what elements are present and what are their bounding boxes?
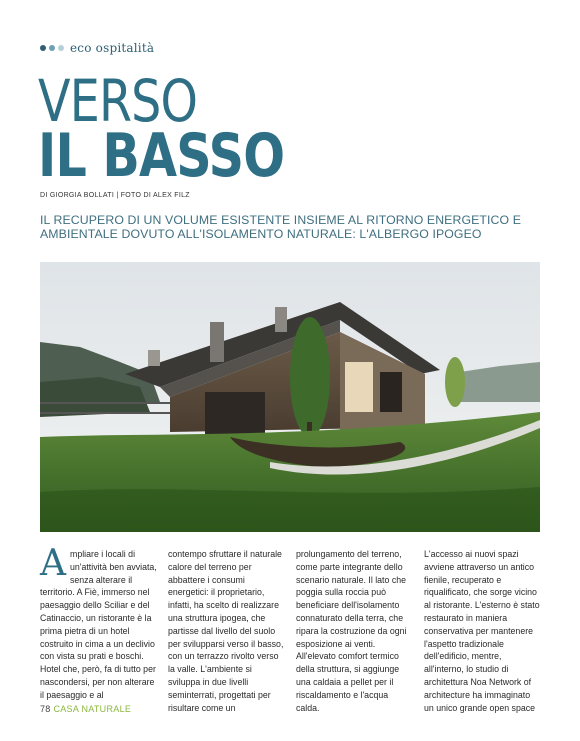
chalet-landscape-image [40,262,540,532]
page-footer [40,704,131,714]
column-1 [40,543,158,702]
column-1-text: mpliare i locali di un'attività ben avviata, senza alterare il territorio. A Fiè, immerso nel paesaggio dello Sciliar e del Catinaccio, un ristorante è la prima pietra di un hotel costruito in cima a un declivio con vista su prati e boschi. Hotel che, però, fa di tutto per nascondersi, per non alterare il paesaggio e al [40,549,157,700]
byline: DI GIORGIA BOLLATI | FOTO DI ALEX FILZ [40,192,190,199]
column-2-text: contempo sfruttare il naturale calore del terreno per abbattere i consumi energetici: il proprietario, infatti, ha scelto di realizzare una struttura ipogea, che partisse dal livello del suolo per svilupparsi verso il basso, con un terrazzo rivolto verso la valle. L'ambiente si sviluppa in due livelli seminterrati, progettati per risultare come un [168,549,284,713]
section-dots-icon [40,45,64,51]
column-2 [168,548,286,714]
column-4 [424,548,542,714]
hotel-photo [40,262,540,532]
column-3 [296,548,414,714]
headline-line-1: VERSO [38,67,198,135]
subtitle: IL RECUPERO DI UN VOLUME ESISTENTE INSIEME AL RITORNO ENERGETICO E AMBIENTALE DOVUTO ALL'ISOLAMENTO NATURALE: L'ALBERGO IPOGEO [40,213,522,241]
headline-line-2: IL BASSO [38,121,285,191]
magazine-name: CASA NATURALE [53,704,132,714]
dot-mid [49,45,55,51]
column-4-text: L'accesso ai nuovi spazi avviene attraverso un antico fienile, recuperato e riqualificato, che sorge vicino al ristorante. L'esterno è stato restaurato in maniera conservativa per mantenere l'aspetto tradizionale dell'edificio, mentre, all'interno, lo studio di architettura Noa Network of architecture ha immaginato un unico grande open space [424,549,540,713]
dot-dark [40,45,46,51]
page-number: 78 [40,704,51,714]
section-label: eco ospitalità [70,41,155,55]
drop-cap: A [40,543,66,584]
dot-light [58,45,64,51]
column-3-text: prolungamento del terreno, come parte integrante dello scenario naturale. Il lato che poggia sulla roccia può beneficiare dell'isolamento connaturato della terra, che ripara la costruzione da ogni esposizione ai venti. All'elevato comfort termico della struttura, si aggiunge una caldaia a pellet per il riscaldamento e l'acqua calda. [296,549,407,713]
section-tag [40,41,154,55]
